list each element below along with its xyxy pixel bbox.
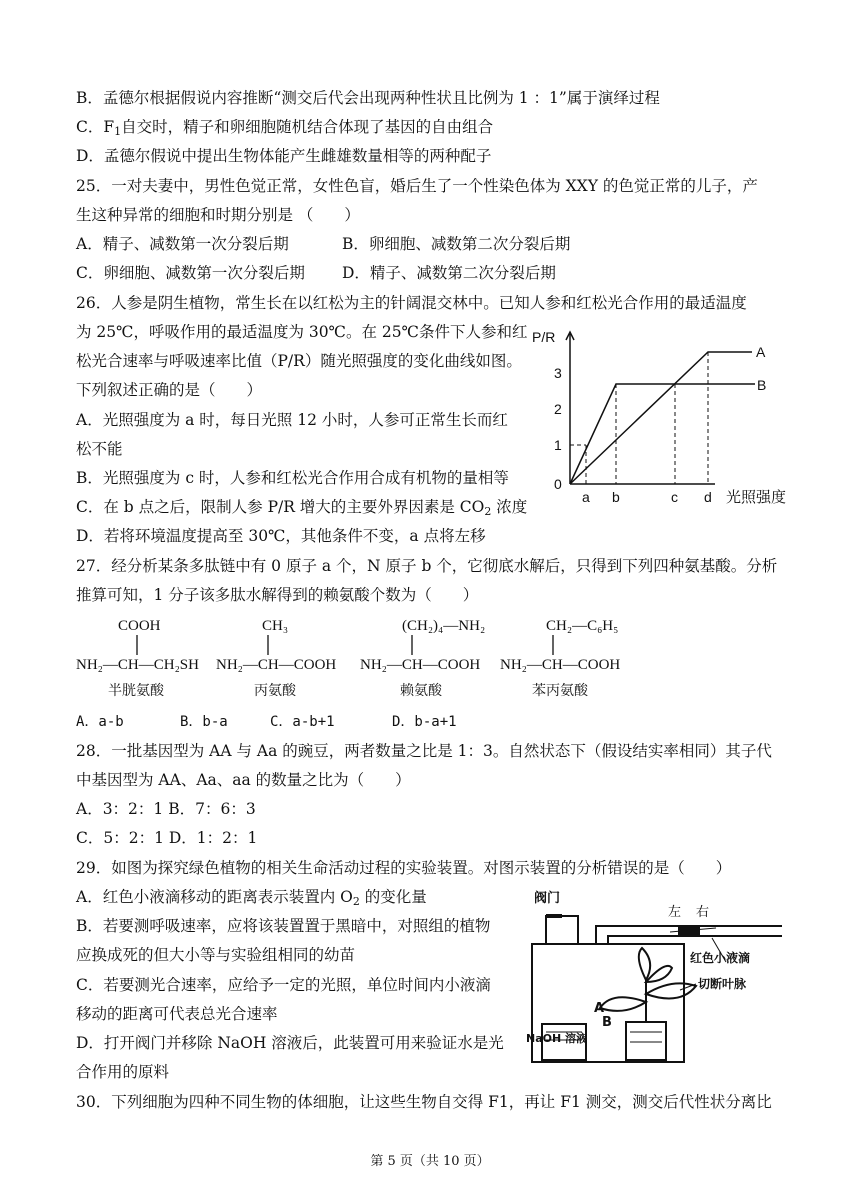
leaf-right <box>646 983 696 998</box>
q28-stem-line1: 28．一批基因型为 AA 与 Aa 的豌豆，两者数量之比是 1：3。自然状态下（假设结实率相同）其子代 <box>76 742 772 760</box>
y-axis-label: P/R <box>532 329 556 345</box>
experiment-apparatus-figure <box>520 882 800 1072</box>
q25-option-d: D．精子、减数第二次分裂后期 <box>342 264 556 282</box>
q29-stem: 29．如图为探究绿色植物的相关生命活动过程的实验装置。对图示装置的分析错误的是（ ） <box>76 859 732 877</box>
lysine-main: NH₂—CH—COOH <box>360 657 481 673</box>
pr-light-graph <box>530 322 790 512</box>
q25-option-c: C．卵细胞、减数第一次分裂后期 <box>76 264 305 282</box>
q27-stem-line2: 推算可知，1 分子该多肽水解得到的赖氨酸个数为（ ） <box>76 586 479 604</box>
vein-label: 切断叶脉 <box>698 977 747 991</box>
q29-option-b-line1: B．若要测呼吸速率，应将该装置置于黑暗中，对照组的植物 <box>76 917 491 935</box>
q27-option-b: B．b-a <box>180 714 228 730</box>
q26-option-c: C．在 b 点之后，限制人参 P/R 增大的主要外界因素是 $CO_2$ 浓度 <box>76 498 528 518</box>
q28-options-cd: C．5：2：1 D．1：2：1 <box>76 829 258 847</box>
curve-a-label: A <box>756 344 766 360</box>
q26-stem-line3: 松光合速率与呼吸速率比值（P/R）随光照强度的变化曲线如图。 <box>76 352 522 370</box>
q29-option-c-line2: 移动的距离可代表总光合速率 <box>76 1005 278 1023</box>
alanine-main: NH₂—CH—COOH <box>216 657 337 673</box>
lysine-top: (CH₂)₄—NH₂ <box>402 618 486 634</box>
q27-option-d: D．b-a+1 <box>392 714 457 730</box>
q26-stem-line2: 为 25℃，呼吸作用的最适温度为 30℃。在 25℃条件下人参和红 <box>76 323 528 341</box>
q27-stem-line1: 27．经分析某条多肽链中有 0 原子 a 个，N 原子 b 个，它彻底水解后，只得到下列四种氨基酸。分析 <box>76 557 778 575</box>
q26-option-d: D．若将环境温度提高至 30℃，其他条件不变，a 点将左移 <box>76 527 486 545</box>
q30-stem-line1: 30．下列细胞为四种不同生物的体细胞，让这些生物自交得 F1，再让 F1 测交，测交后代性状分离比 <box>76 1093 772 1111</box>
q26-stem-line4: 下列叙述正确的是（ ） <box>76 381 263 399</box>
x-axis-label: 光照强度 <box>726 489 787 506</box>
point-b-label: B <box>602 1015 612 1030</box>
alanine-top: CH₃ <box>262 618 289 634</box>
cysteine-main: NH₂—CH—CH₂SH <box>76 657 199 673</box>
q29-option-d-line2: 合作用的原料 <box>76 1063 170 1081</box>
q28-stem-line2: 中基因型为 AA、Aa、aa 的数量之比为（ ） <box>76 771 411 789</box>
leaf-a <box>600 997 646 1011</box>
alanine-name: 丙氨酸 <box>254 684 296 699</box>
valve-label: 阀门 <box>534 891 561 906</box>
q29-option-a: A．红色小液滴移动的距离表示装置内 $O_2$ 的变化量 <box>76 888 427 908</box>
capillary-lower <box>608 936 782 944</box>
q27-option-a: A．a-b <box>76 714 124 730</box>
valve-tube <box>546 916 578 944</box>
curve-b-label: B <box>757 377 767 393</box>
phenylalanine-name: 苯丙氨酸 <box>532 684 588 699</box>
droplet-label: 红色小液滴 <box>690 951 751 965</box>
q24-option-d: D．孟德尔假说中提出生物体能产生雌雄数量相等的两种配子 <box>76 147 492 165</box>
x-tick-b: b <box>612 489 620 505</box>
phenylalanine-top: CH₂—C₆H₅ <box>546 618 619 634</box>
q27-option-c: C．a-b+1 <box>270 714 335 730</box>
plant-pot <box>626 1022 666 1060</box>
cysteine-name: 半胱氨酸 <box>108 684 164 699</box>
q26-option-b: B．光照强度为 c 时，人参和红松光合作用合成有机物的量相等 <box>76 469 509 487</box>
red-droplet <box>678 926 700 936</box>
q29-option-d-line1: D．打开阀门并移除 NaOH 溶液后，此装置可用来验证水是光 <box>76 1034 504 1052</box>
q24-option-c: C．$F_1$自交时，精子和卵细胞随机结合体现了基因的自由组合 <box>76 118 494 138</box>
curve-b <box>570 384 755 484</box>
amino-acid-structures <box>72 612 662 702</box>
q25-stem-line1: 25．一对夫妻中，男性色觉正常，女性色盲，婚后生了一个性染色体为 XXY 的色觉正常的儿子，产 <box>76 177 758 195</box>
y-tick-1: 1 <box>554 437 562 453</box>
lysine-name: 赖氨酸 <box>400 684 442 699</box>
q26-option-a-line2: 松不能 <box>76 440 123 458</box>
left-label: 左 <box>668 905 682 920</box>
cysteine-top: COOH <box>118 618 161 634</box>
q29-option-b-line2: 应换成死的但大小等与实验组相同的幼苗 <box>76 946 356 964</box>
page-footer: 第 5 页（共 10 页） <box>370 1154 490 1169</box>
q25-stem-line2: 生这种异常的细胞和时期分别是 （ ） <box>76 206 360 224</box>
curve-a <box>570 352 752 484</box>
point-a-label: A <box>594 1001 605 1016</box>
x-tick-d: d <box>704 489 712 505</box>
x-tick-c: c <box>671 489 678 505</box>
q25-option-a: A．精子、减数第一次分裂后期 <box>76 235 289 253</box>
x-tick-a: a <box>582 489 590 505</box>
q24-option-b: B．孟德尔根据假说内容推断“测交后代会出现两种性状且比例为 1 ：1”属于演绎过程 <box>76 89 660 107</box>
phenylalanine-main: NH₂—CH—COOH <box>500 657 621 673</box>
q26-stem-line1: 26．人参是阴生植物，常生长在以红松为主的针阔混交林中。已知人参和红松光合作用的最适温度 <box>76 294 747 312</box>
q28-options-ab: A．3：2：1 B．7：6：3 <box>76 800 256 818</box>
y-tick-0: 0 <box>554 476 562 492</box>
naoh-label: NaOH 溶液 <box>526 1032 588 1045</box>
y-tick-3: 3 <box>554 365 562 381</box>
q29-option-c-line1: C．若要测光合速率，应给予一定的光照，单位时间内小液滴 <box>76 976 491 994</box>
q25-option-b: B．卵细胞、减数第二次分裂后期 <box>342 235 571 253</box>
leaf-top <box>639 948 650 980</box>
y-tick-2: 2 <box>554 401 562 417</box>
q26-option-a-line1: A．光照强度为 a 时，每日光照 12 小时，人参可正常生长而红 <box>76 411 508 429</box>
right-label: 右 <box>696 905 710 920</box>
